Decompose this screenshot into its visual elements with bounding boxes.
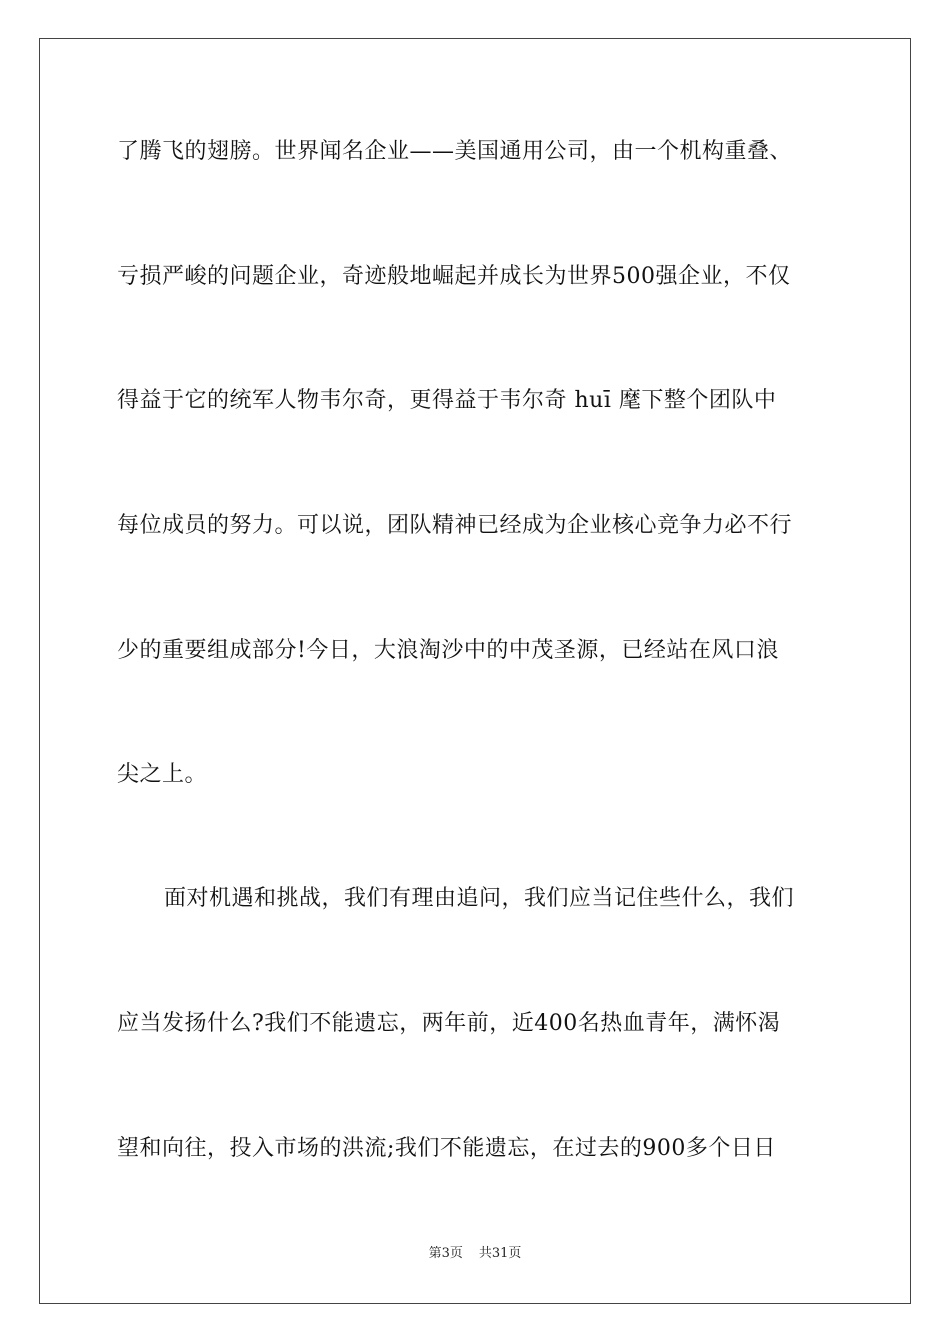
page-border (39, 38, 911, 1304)
body-text-line: 亏损严峻的问题企业，奇迹般地崛起并成长为世界500强企业，不仅 (117, 264, 791, 289)
page-total: 共31页 (478, 1246, 522, 1261)
body-text-line: 望和向往，投入市场的洪流;我们不能遗忘，在过去的900多个日日 (117, 1136, 776, 1161)
paragraph-start-line: 面对机遇和挑战，我们有理由追问，我们应当记住些什么，我们 (164, 886, 795, 911)
body-text-line: 了腾飞的翅膀。世界闻名企业——美国通用公司，由一个机构重叠、 (117, 139, 793, 164)
body-text-line: 每位成员的努力。可以说，团队精神已经成为企业核心竞争力必不行 (117, 513, 793, 538)
body-text-line: 得益于它的统军人物韦尔奇，更得益于韦尔奇 huī 麾下整个团队中 (117, 388, 777, 413)
page-number: 第3页 (428, 1246, 463, 1261)
page-footer (0, 1246, 950, 1262)
body-text-line: 应当发扬什么?我们不能遗忘，两年前，近400名热血青年，满怀渴 (117, 1011, 781, 1036)
body-text-line: 少的重要组成部分!今日，大浪淘沙中的中茂圣源，已经站在风口浪 (117, 638, 779, 663)
body-text-line: 尖之上。 (117, 762, 208, 787)
